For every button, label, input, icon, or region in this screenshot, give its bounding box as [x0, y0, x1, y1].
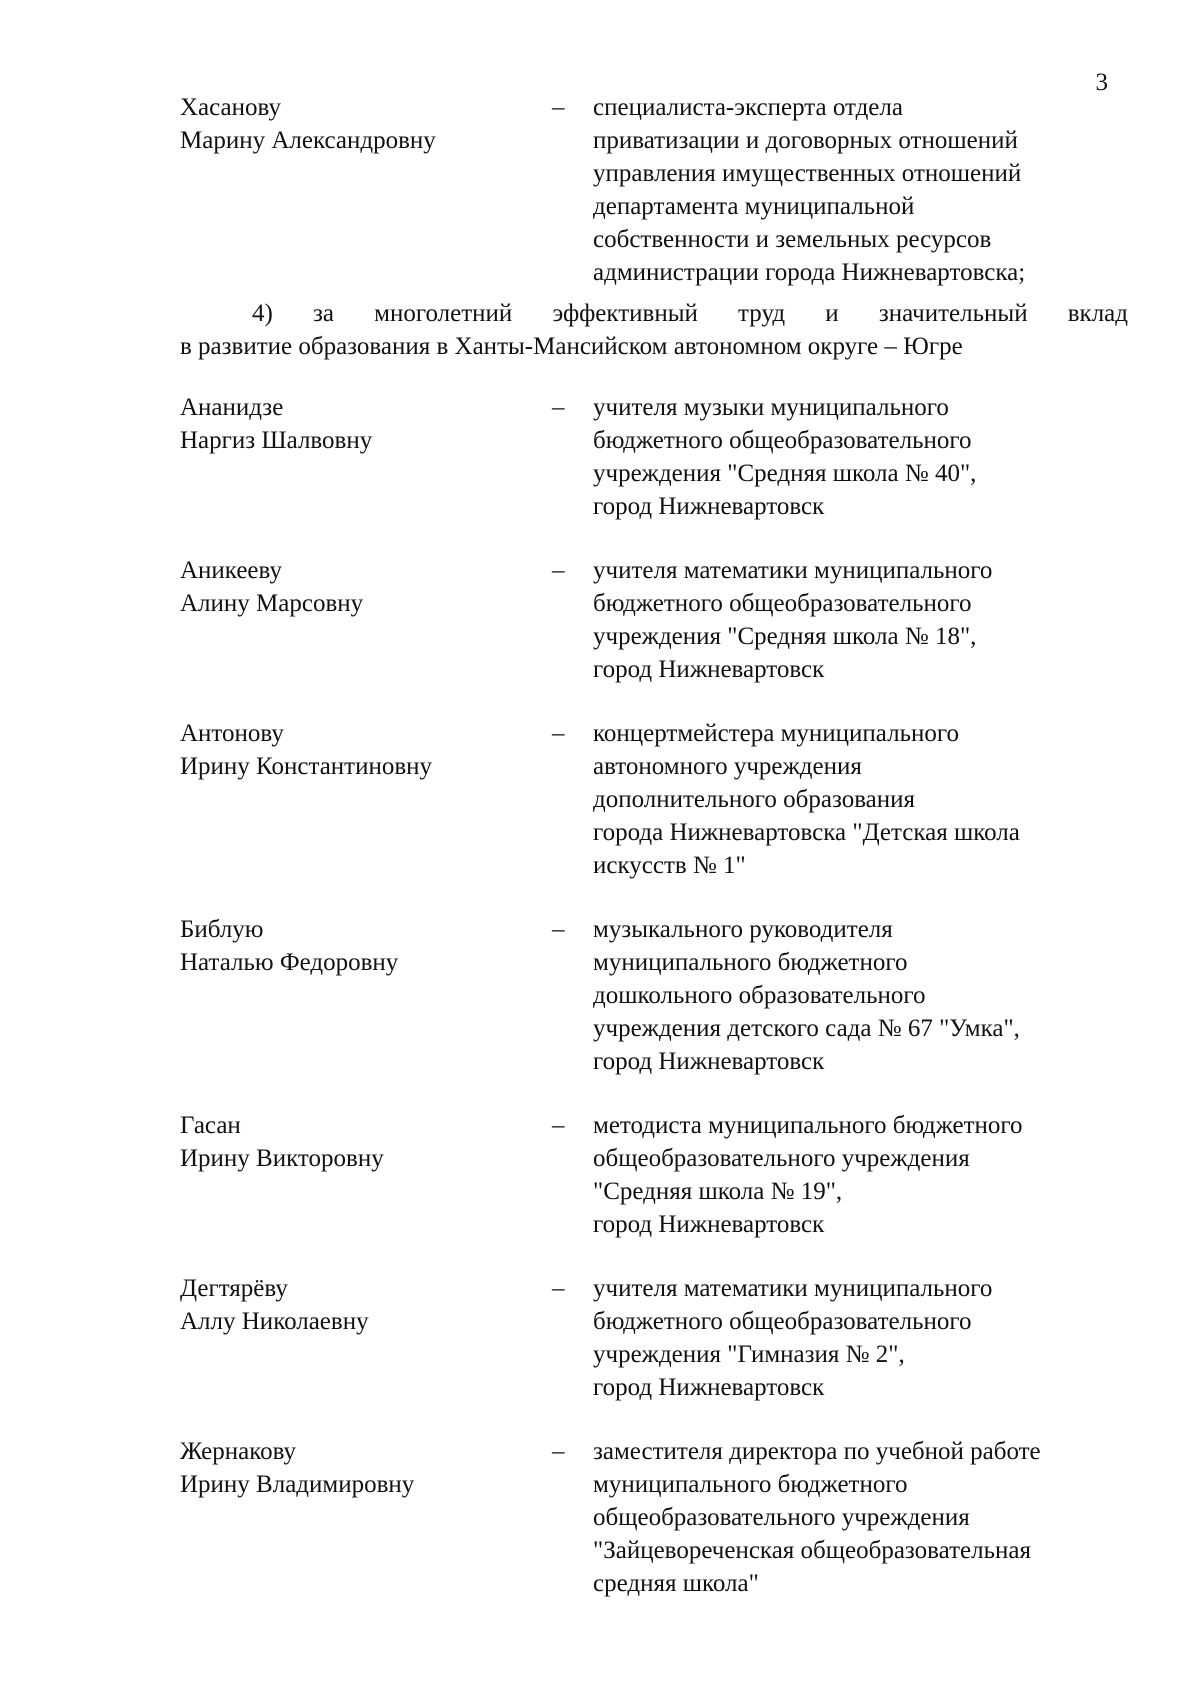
position-line: методиста муниципального бюджетного: [593, 1112, 1023, 1139]
surname: Гасан: [180, 1112, 241, 1139]
position-line: учителя математики муниципального: [593, 557, 993, 584]
dash: –: [552, 1275, 565, 1302]
position-line: дополнительного образования: [593, 786, 916, 813]
surname: Антонову: [180, 720, 284, 747]
dash: –: [552, 1112, 565, 1139]
position-line: учреждения "Гимназия № 2",: [593, 1341, 905, 1368]
given-names: Ирину Константиновну: [180, 753, 433, 780]
page-number: 3: [1095, 69, 1108, 96]
position-line: заместителя директора по учебной работе: [593, 1438, 1041, 1465]
position-line: приватизации и договорных отношений: [593, 127, 1018, 154]
position-line: бюджетного общеобразовательного: [593, 590, 972, 617]
position-line: искусств № 1": [593, 852, 746, 879]
person-name: [180, 1109, 540, 1175]
position-line: управления имущественных отношений: [593, 160, 1022, 187]
position-line: музыкального руководителя: [593, 916, 893, 943]
position-description: [593, 91, 1153, 289]
position-line: учреждения "Средняя школа № 40",: [593, 460, 977, 487]
given-names: Ирину Викторовну: [180, 1145, 384, 1172]
person-name: [180, 91, 540, 157]
position-line: учреждения "Средняя школа № 18",: [593, 623, 977, 650]
position-line: концертмейстера муниципального: [593, 720, 960, 747]
position-description: [593, 391, 1153, 523]
position-line: город Нижневартовск: [593, 1211, 825, 1238]
position-description: [593, 913, 1153, 1078]
position-line: город Нижневартовск: [593, 493, 825, 520]
person-name: [180, 391, 540, 457]
position-line: город Нижневартовск: [593, 656, 825, 683]
dash: –: [552, 1438, 565, 1465]
surname: Аникееву: [180, 557, 282, 584]
position-description: [593, 554, 1153, 686]
award-clause: [180, 297, 1128, 363]
position-line: общеобразовательного учреждения: [593, 1145, 970, 1172]
dash: –: [552, 394, 565, 421]
dash: –: [552, 557, 565, 584]
position-description: [593, 717, 1153, 882]
given-names: Ирину Владимировну: [180, 1471, 415, 1498]
award-clause-line: в развитие образования в Ханты-Мансийском автономном округе – Югре: [180, 333, 963, 360]
dash: –: [552, 94, 565, 121]
position-description: [593, 1109, 1153, 1241]
position-line: автономного учреждения: [593, 753, 862, 780]
position-line: дошкольного образовательного: [593, 982, 926, 1009]
position-line: "Зайцевореченская общеобразовательная: [593, 1537, 1031, 1564]
person-name: [180, 1272, 540, 1338]
dash: –: [552, 916, 565, 943]
position-line: "Средняя школа № 19",: [593, 1178, 843, 1205]
position-line: учителя музыки муниципального: [593, 394, 949, 421]
position-line: администрации города Нижневартовска;: [593, 259, 1026, 286]
position-line: бюджетного общеобразовательного: [593, 1308, 972, 1335]
position-line: учреждения детского сада № 67 "Умка",: [593, 1015, 1020, 1042]
surname: Жернакову: [180, 1438, 297, 1465]
given-names: Аллу Николаевну: [180, 1308, 369, 1335]
position-line: департамента муниципальной: [593, 193, 915, 220]
position-line: города Нижневартовска "Детская школа: [593, 819, 1020, 846]
person-name: [180, 1435, 540, 1501]
person-name: [180, 717, 540, 783]
position-line: город Нижневартовск: [593, 1374, 825, 1401]
surname: Библую: [180, 916, 264, 943]
given-names: Алину Марсовну: [180, 590, 364, 617]
position-line: муниципального бюджетного: [593, 1471, 908, 1498]
given-names: Наталью Федоровну: [180, 949, 399, 976]
surname: Дегтярёву: [180, 1275, 288, 1302]
given-names: Наргиз Шалвовну: [180, 427, 373, 454]
person-name: [180, 554, 540, 620]
dash: –: [552, 720, 565, 747]
position-line: город Нижневартовск: [593, 1048, 825, 1075]
position-line: собственности и земельных ресурсов: [593, 226, 992, 253]
person-name: [180, 913, 540, 979]
position-description: [593, 1272, 1153, 1404]
award-clause-line: 4) за многолетний эффективный труд и значительный вклад: [252, 300, 1128, 327]
position-line: средняя школа": [593, 1570, 759, 1597]
position-description: [593, 1435, 1153, 1600]
position-line: бюджетного общеобразовательного: [593, 427, 972, 454]
surname: Хасанову: [180, 94, 281, 121]
position-line: учителя математики муниципального: [593, 1275, 993, 1302]
position-line: общеобразовательного учреждения: [593, 1504, 970, 1531]
surname: Ананидзе: [180, 394, 284, 421]
position-line: муниципального бюджетного: [593, 949, 908, 976]
position-line: специалиста-эксперта отдела: [593, 94, 903, 121]
given-names: Марину Александровну: [180, 127, 436, 154]
